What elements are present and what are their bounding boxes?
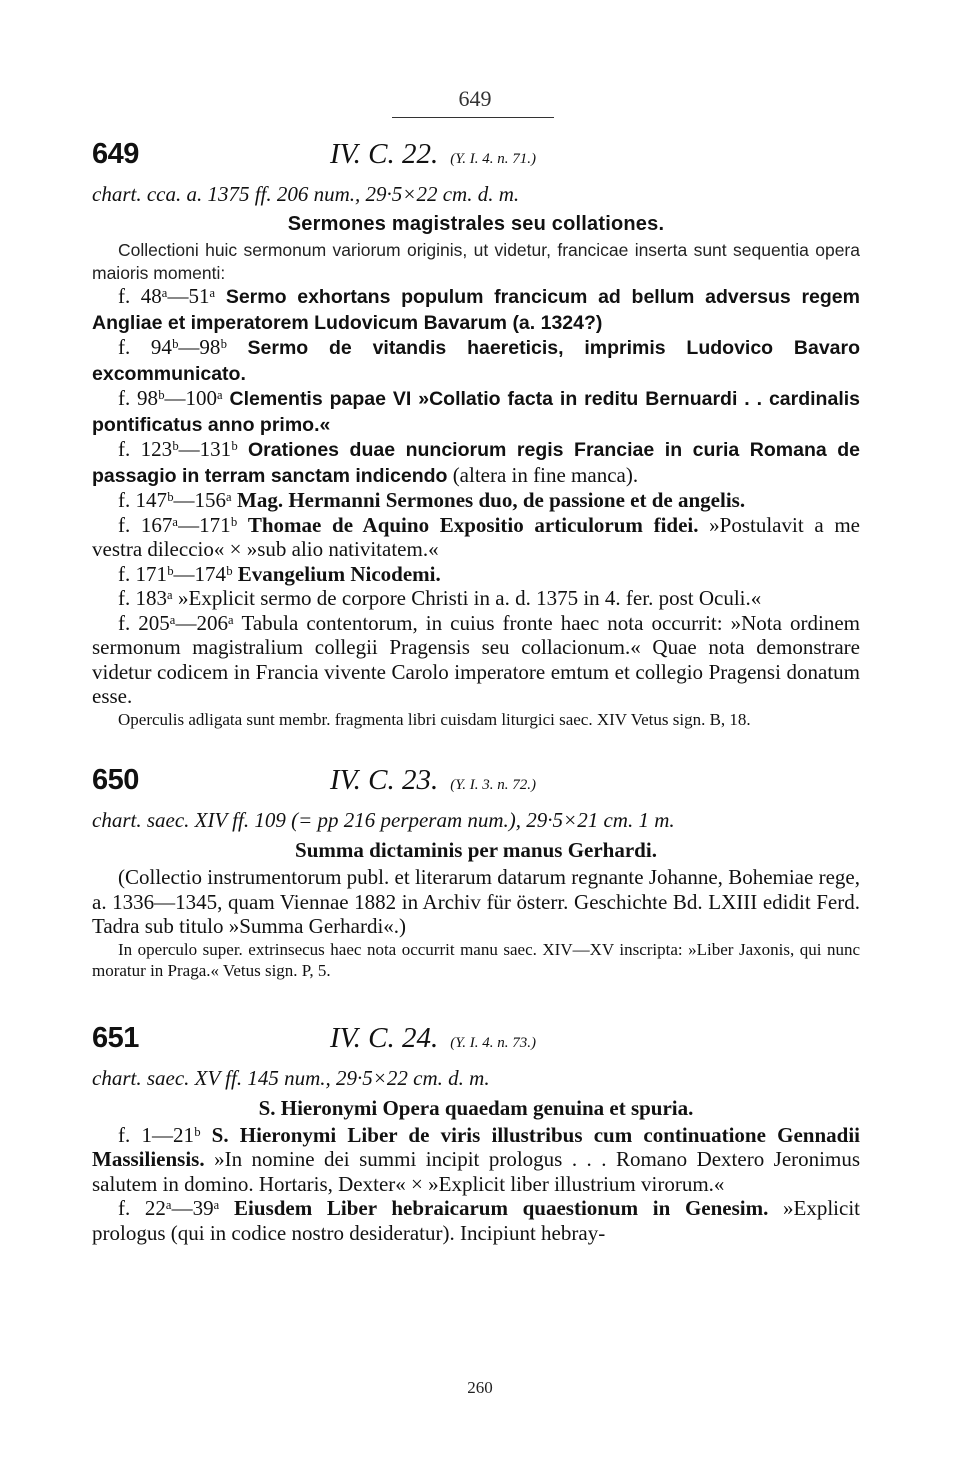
entry-header bbox=[92, 138, 860, 180]
item-folio: f. 183ᵃ bbox=[118, 586, 173, 610]
item-folio: f. 123ᵇ—131ᵇ bbox=[118, 437, 238, 461]
contents-item bbox=[92, 586, 860, 611]
item-note: »Postulavit a me vestra dileccio« × »sub alio nativitatem.« bbox=[92, 512, 860, 561]
item-title: Clementis papae VI »Collatio facta in reditu Bernuardi . . cardinalis pontificatus anno primo.« bbox=[92, 388, 860, 436]
item-title: Mag. Hermanni Sermones duo, de passione et de angelis. bbox=[237, 488, 746, 512]
item-folio: f. 94ᵇ—98ᵇ bbox=[118, 335, 227, 359]
item-note: »In nomine dei summi incipit prologus . . . Romano Dextero Jeronimus salutem in domino. Hortaris, Dexter« × »Explicit liber illustrium virorum.« bbox=[92, 1147, 860, 1196]
item-folio: f. 205ᵃ—206ᵃ bbox=[118, 610, 234, 635]
physical-description: chart. saec. XV ff. 145 num., 29·5×22 cm. d. m. bbox=[92, 1065, 490, 1090]
item-folio: f. 98ᵇ—100ᵃ bbox=[118, 386, 223, 410]
entry-title: S. Hieronymi Opera quaedam genuina et spuria. bbox=[258, 1095, 694, 1120]
item-note: (altera in fine manca). bbox=[452, 462, 639, 487]
entry-notes: In operculo super. extrinsecus haec nota occurrit manu saec. XIV—XV inscripta: »Liber Jaxonis, qui nunc moratur in Praga.« Vetus sign. P, 5. bbox=[92, 939, 860, 980]
contents-item bbox=[92, 562, 860, 587]
entry-651 bbox=[92, 1022, 860, 1246]
contents-item bbox=[92, 335, 860, 386]
page-folio: 260 bbox=[467, 1378, 493, 1397]
contents-item bbox=[92, 1196, 860, 1245]
shelf-signature: IV. C. 23. bbox=[330, 764, 439, 796]
item-note: »Explicit prologus (qui in codice nostro desideratur). Incipiunt hebray- bbox=[92, 1196, 861, 1245]
page-body bbox=[92, 138, 860, 1245]
entry-intro: (Collectio instrumentorum publ. et literarum datarum regnante Johanne, Bohemiae rege, a. 1336—1345, quam Viennae 1882 in Archiv für österr. Geschichte Bd. LXIII edidit Ferd. Tadra sub titulo »Summa Gerhardi«.) bbox=[92, 865, 860, 938]
physical-description: chart. saec. XIV ff. 109 (= pp 216 perperam num.), 29·5×21 cm. 1 m. bbox=[92, 808, 675, 832]
contents-item bbox=[92, 488, 860, 513]
item-folio: f. 48ᵃ—51ᵃ bbox=[118, 284, 216, 308]
entry-title: Summa dictaminis per manus Gerhardi. bbox=[295, 838, 657, 862]
entry-650 bbox=[92, 764, 860, 982]
contents-item bbox=[92, 386, 860, 437]
item-note: »Explicit sermo de corpore Christi in a. d. 1375 in 4. fer. post Oculi.« bbox=[178, 586, 762, 610]
item-title: Orationes duae nunciorum regis Franciae in curia Romana de passagio in terram sanctam indicendo bbox=[92, 439, 861, 487]
old-signature: (Y. I. 3. n. 72.) bbox=[450, 777, 536, 793]
contents-item bbox=[92, 611, 860, 709]
entry-title: Sermones magistrales seu collationes. bbox=[287, 213, 665, 235]
running-head: 649 bbox=[458, 86, 492, 111]
physical-description: chart. cca. a. 1375 ff. 206 num., 29·5×22 cm. d. m. bbox=[92, 182, 520, 206]
shelf-signature: IV. C. 22. bbox=[330, 138, 439, 170]
entry-header bbox=[92, 764, 860, 806]
contents-item bbox=[92, 513, 860, 562]
item-title: Evangelium Nicodemi. bbox=[237, 561, 441, 586]
item-folio: f. 1—21ᵇ bbox=[118, 1122, 201, 1147]
item-title: Sermo de vitandis haereticis, imprimis Ludovico Bavaro excommunicato. bbox=[92, 337, 861, 385]
item-folio: f. 147ᵇ—156ᵃ bbox=[118, 488, 232, 512]
item-folio: f. 22ᵃ—39ᵃ bbox=[118, 1196, 220, 1220]
contents-item bbox=[92, 1123, 860, 1197]
contents-item bbox=[92, 284, 860, 335]
entry-649 bbox=[92, 138, 860, 730]
item-title: Thomae de Aquino Expositio articulorum fidei. bbox=[247, 512, 699, 537]
entry-number: 649 bbox=[92, 138, 139, 170]
entry-number: 650 bbox=[92, 764, 139, 796]
shelf-signature: IV. C. 24. bbox=[330, 1021, 439, 1054]
old-signature: (Y. I. 4. n. 73.) bbox=[450, 1034, 536, 1051]
entry-intro: Collectioni huic sermonum variorum originis, ut videtur, francicae inserta sunt sequentia opera maioris momenti: bbox=[92, 240, 860, 283]
item-note: Tabula contentorum, in cuius fronte haec nota occurrit: »Nota ordinem sermonum magistralium collegii Pragensis seu collacionum.« Quae nota demonstrare videtur codicem in Francia vivente Carolo imperatore emtum et collegio Pragensi donatum esse. bbox=[92, 610, 860, 708]
item-folio: f. 167ᵃ—171ᵇ bbox=[118, 512, 238, 537]
entry-number: 651 bbox=[92, 1021, 139, 1054]
old-signature: (Y. I. 4. n. 71.) bbox=[450, 151, 536, 167]
header-rule bbox=[392, 117, 554, 118]
item-title: Eiusdem Liber hebraicarum quaestionum in Genesim. bbox=[234, 1196, 769, 1220]
entry-notes: Operculis adligata sunt membr. fragmenta libri cuisdam liturgici saec. XIV Vetus sign. B, 18. bbox=[118, 709, 751, 729]
item-title: S. Hieronymi Liber de viris illustribus cum continuatione Gennadii Massiliensis. bbox=[92, 1122, 860, 1171]
item-title: Sermo exhortans populum francicum ad bellum adversus regem Angliae et imperatorem Ludovicum Bavarum (a. 1324?) bbox=[92, 286, 860, 334]
item-folio: f. 171ᵇ—174ᵇ bbox=[118, 561, 233, 586]
entry-header bbox=[92, 1022, 860, 1064]
contents-item bbox=[92, 437, 860, 488]
